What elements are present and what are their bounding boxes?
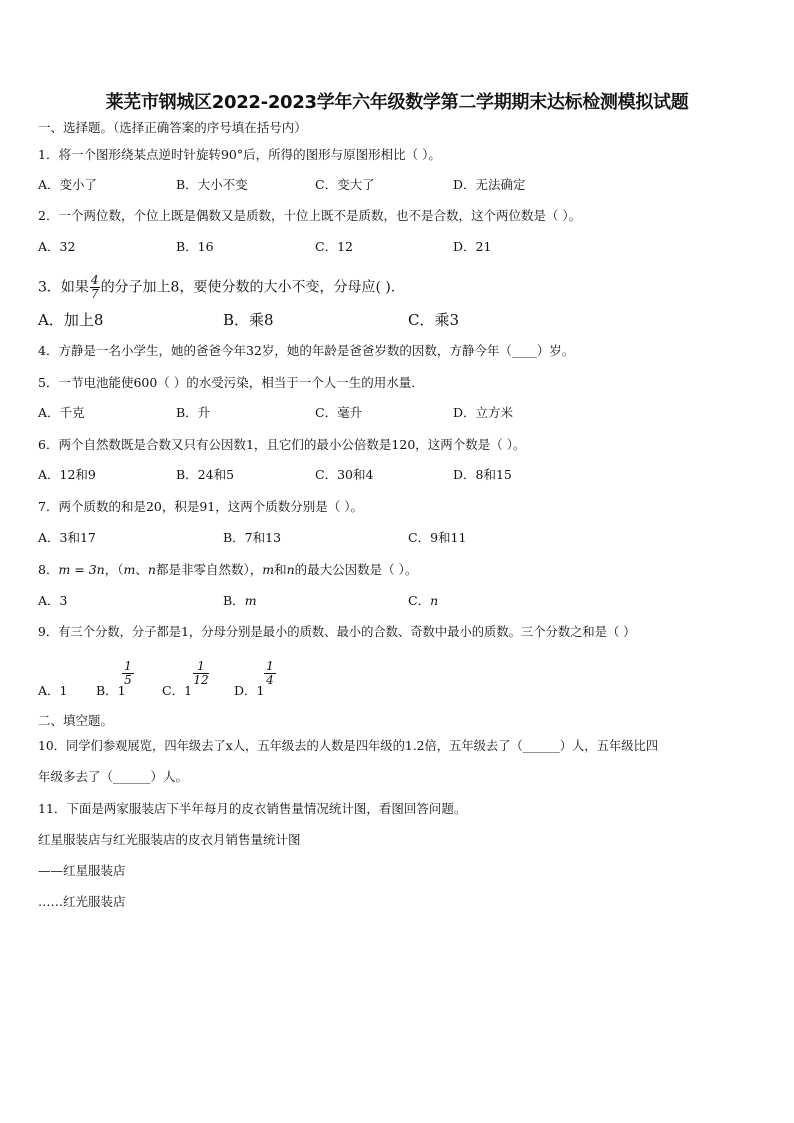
q9-option-c: C．1 xyxy=(162,683,193,698)
question-9: 9．有三个分数，分子都是1，分母分别是最小的质数、最小的合数、奇数中最小的质数。三个分数之和是（ ） xyxy=(38,625,636,639)
legend-solid-line: ——红星服装店 xyxy=(38,863,126,878)
q1-option-d: D．无法确定 xyxy=(453,177,526,192)
q2-option-c: C．12 xyxy=(315,239,353,254)
page-title: 莱芜市钢城区2022-2023学年六年级数学第二学期期末达标检测模拟试题 xyxy=(105,92,689,113)
q9-c-den: 12 xyxy=(193,673,209,687)
q8-option-c-label: C． xyxy=(408,593,431,608)
question-4: 4．方静是一名小学生，她的爸爸今年32岁，她的年龄是爸爸岁数的因数，方静今年（____）岁。 xyxy=(38,343,575,358)
q3-fraction-num: 4 xyxy=(90,273,99,287)
q8-condition: 都是非零自然数）， xyxy=(155,562,263,577)
q3-fraction xyxy=(90,274,100,301)
q8-var-m2: m xyxy=(262,562,275,577)
q8-and: 和 xyxy=(274,562,287,577)
question-7: 7．两个质数的和是20，积是91，这两个质数分别是（ ）。 xyxy=(38,499,363,514)
q9-b-den: 5 xyxy=(124,673,132,687)
q9-c-num: 1 xyxy=(193,660,209,674)
q3-fraction-den: 7 xyxy=(90,287,99,301)
question-1: 1．将一个图形绕某点逆时针旋转90°后，所得的图形与原图形相比（ ）。 xyxy=(38,147,441,162)
q8-open: ，（ xyxy=(104,562,124,577)
q8-option-b-label: B． xyxy=(223,593,245,608)
q8-suffix: 的最大公因数是（ ）。 xyxy=(294,562,418,577)
q3-option-b: B．乘8 xyxy=(223,311,274,329)
q7-option-a: A．3和17 xyxy=(38,530,96,545)
q9-option-a: A．1 xyxy=(38,683,68,698)
q3-option-c: C．乘3 xyxy=(408,311,460,329)
question-6: 6．两个自然数既是合数又只有公因数1，且它们的最小公倍数是120，这两个数是（ ）。 xyxy=(38,437,526,452)
q9-option-b: B．1 xyxy=(96,683,126,698)
legend-dotted-line: ……红光服装店 xyxy=(38,894,126,909)
section-heading-choice: 一、选择题。（选择正确答案的序号填在括号内） xyxy=(38,120,307,135)
q3-option-a: A．加上8 xyxy=(38,311,104,329)
q5-option-c: C．毫升 xyxy=(315,405,363,420)
q9-option-d: D．1 xyxy=(234,683,265,698)
q6-option-a: A．12和9 xyxy=(38,467,96,482)
q8-sep: 、 xyxy=(135,562,148,577)
q8-option-b-var: m xyxy=(244,593,257,608)
q2-option-b: B．16 xyxy=(176,239,214,254)
q5-option-d: D．立方米 xyxy=(453,405,514,420)
q6-option-c: C．30和4 xyxy=(315,467,374,482)
q8-prefix: 8． xyxy=(38,562,59,577)
q8-option-c xyxy=(408,593,438,609)
question-11: 11．下面是两家服装店下半年每月的皮衣销售量情况统计图，看图回答问题。 xyxy=(38,801,467,816)
q8-option-c-var: n xyxy=(430,593,439,608)
q1-option-c: C．变大了 xyxy=(315,177,375,192)
q9-b-num: 1 xyxy=(122,660,134,674)
q8-var-n2: n xyxy=(286,562,295,577)
q1-option-a: A．变小了 xyxy=(38,177,98,192)
q2-option-d: D．21 xyxy=(453,239,492,254)
q8-option-b xyxy=(223,593,257,609)
q8-var-n: n xyxy=(147,562,156,577)
question-8 xyxy=(38,562,417,578)
section-heading-fill: 二、填空题。 xyxy=(38,713,114,728)
q3-suffix: 的分子加上8，要使分数的大小不变，分母应( ). xyxy=(100,279,396,296)
q3-prefix: 3．如果 xyxy=(38,279,89,296)
q8-var-m: m xyxy=(123,562,136,577)
question-10-line-1: 10．同学们参观展览，四年级去了x人，五年级去的人数是四年级的1.2倍，五年级去了（______）人，五年级比四 xyxy=(38,739,659,753)
q7-option-c: C．9和11 xyxy=(408,530,467,545)
question-5: 5．一节电池能使600（ ）的水受污染，相当于一个人一生的用水量． xyxy=(38,375,424,390)
q9-d-den: 4 xyxy=(266,673,274,687)
chart-caption: 红星服装店与红光服装店的皮衣月销售量统计图 xyxy=(38,832,301,847)
q7-option-b: B．7和13 xyxy=(223,530,282,545)
question-10-line-2: 年级多去了（______）人。 xyxy=(38,769,189,784)
q1-option-b: B．大小不变 xyxy=(176,177,248,192)
q8-equation: m = 3n xyxy=(58,562,105,577)
q5-option-b: B．升 xyxy=(176,405,211,420)
question-3 xyxy=(38,274,395,301)
q6-option-d: D．8和15 xyxy=(453,467,512,482)
q2-option-a: A．32 xyxy=(38,239,76,254)
q9-d-num: 1 xyxy=(264,660,276,674)
question-2: 2．一个两位数，个位上既是偶数又是质数，十位上既不是质数，也不是合数，这个两位数是（ ）。 xyxy=(38,208,582,223)
q8-option-a: A．3 xyxy=(38,593,68,608)
q6-option-b: B．24和5 xyxy=(176,467,235,482)
q5-option-a: A．千克 xyxy=(38,405,85,420)
